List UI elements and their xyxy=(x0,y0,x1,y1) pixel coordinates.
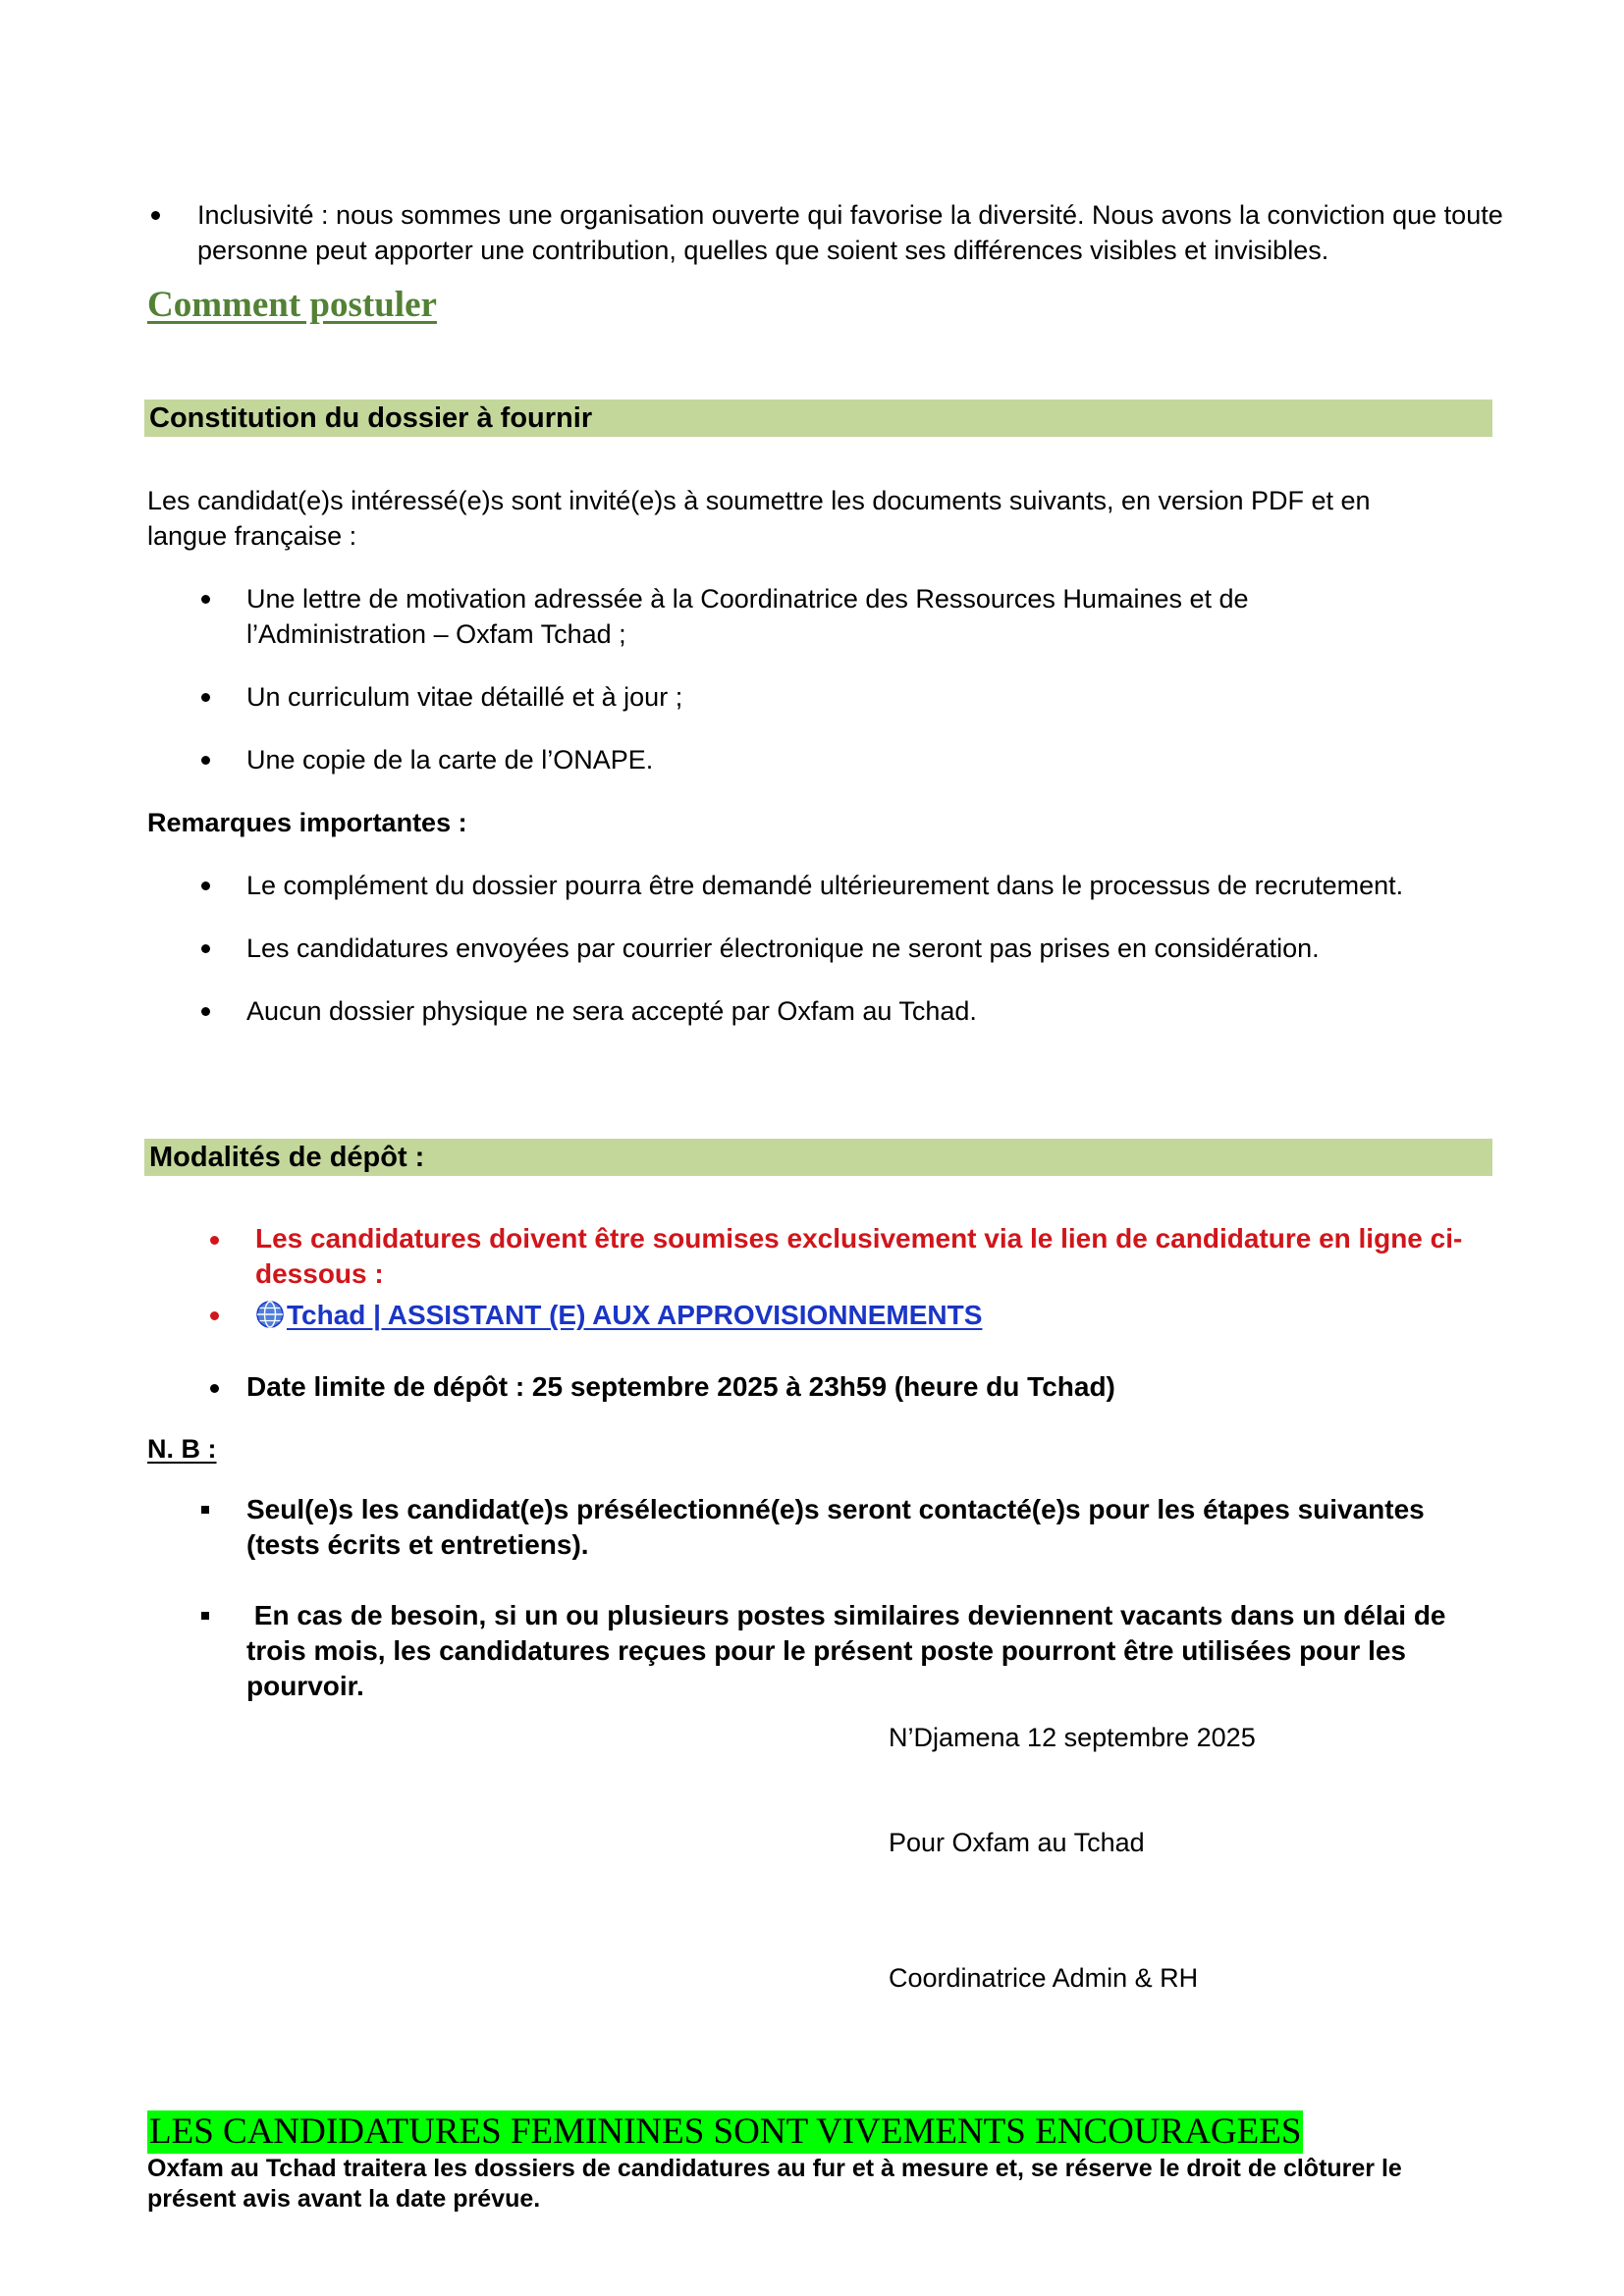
bullet-icon xyxy=(210,1384,219,1393)
nb-item-2: En cas de besoin, si un ou plusieurs postes similaires deviennent vacants dans un délai de trois mois, les candidatures reçues pour le présent poste pourront être utilisées pour les pourvoir. xyxy=(246,1600,1454,1701)
remarques-heading: Remarques importantes : xyxy=(147,808,467,837)
application-link-row[interactable] xyxy=(255,1298,982,1333)
bullet-icon xyxy=(201,944,210,953)
dossier-heading: Constitution du dossier à fournir xyxy=(149,402,593,434)
remarque-item-2: Les candidatures envoyées par courrier électronique ne seront pas prises en considération. xyxy=(246,934,1320,963)
nb-heading: N. B : xyxy=(147,1434,217,1464)
square-bullet-icon xyxy=(201,1612,209,1620)
bullet-icon xyxy=(201,1007,210,1016)
remarque-item-3: Aucun dossier physique ne sera accepté par Oxfam au Tchad. xyxy=(246,996,977,1026)
remarque-item-1: Le complément du dossier pourra être demandé ultérieurement dans le processus de recrutement. xyxy=(246,871,1404,900)
dossier-item-1: Une lettre de motivation adressée à la Coordinatrice des Ressources Humaines et de l’Administration – Oxfam Tchad ; xyxy=(246,584,1249,649)
signature-org: Pour Oxfam au Tchad xyxy=(889,1828,1145,1857)
bullet-icon xyxy=(201,756,210,765)
bullet-icon xyxy=(201,881,210,890)
nb-item-1: Seul(e)s les candidat(e)s présélectionné(e)s seront contacté(e)s pour les étapes suivantes (tests écrits et entretiens). xyxy=(246,1494,1425,1560)
bullet-icon xyxy=(210,1236,219,1245)
place-date: N’Djamena 12 septembre 2025 xyxy=(889,1723,1256,1752)
intro-bullet-text: Inclusivité : nous sommes une organisation ouverte qui favorise la diversité. Nous avons la conviction que toute personne peut apporter une contribution, quelles que soient ses différences visibles et invisibles. xyxy=(197,200,1503,265)
deadline-text: Date limite de dépôt : 25 septembre 2025 à 23h59 (heure du Tchad) xyxy=(246,1371,1115,1402)
closing-note: Oxfam au Tchad traitera les dossiers de candidatures au fur et à mesure et, se réserve le droit de clôturer le présent avis avant la date prévue. xyxy=(147,2155,1402,2213)
dossier-item-3: Une copie de la carte de l’ONAPE. xyxy=(246,745,654,774)
application-link[interactable]: Tchad | ASSISTANT (E) AUX APPROVISIONNEMENTS xyxy=(287,1300,983,1330)
women-encouraged-banner: LES CANDIDATURES FEMININES SONT VIVEMENTS ENCOURAGEES xyxy=(149,2111,1302,2152)
depot-heading: Modalités de dépôt : xyxy=(149,1142,425,1173)
depot-instruction: Les candidatures doivent être soumises exclusivement via le lien de candidature en ligne ci-dessous : xyxy=(255,1223,1463,1289)
dossier-intro: Les candidat(e)s intéressé(e)s sont invité(e)s à soumettre les documents suivants, en version PDF et en langue française : xyxy=(147,486,1371,551)
bullet-icon xyxy=(201,693,210,702)
globe-icon xyxy=(255,1300,285,1329)
signature-role: Coordinatrice Admin & RH xyxy=(889,1963,1199,1993)
bullet-icon xyxy=(201,595,210,604)
how-to-apply-heading: Comment postuler xyxy=(147,285,437,325)
dossier-item-2: Un curriculum vitae détaillé et à jour ; xyxy=(246,682,683,712)
square-bullet-icon xyxy=(201,1506,209,1514)
bullet-icon xyxy=(151,211,160,220)
bullet-icon xyxy=(210,1311,219,1320)
